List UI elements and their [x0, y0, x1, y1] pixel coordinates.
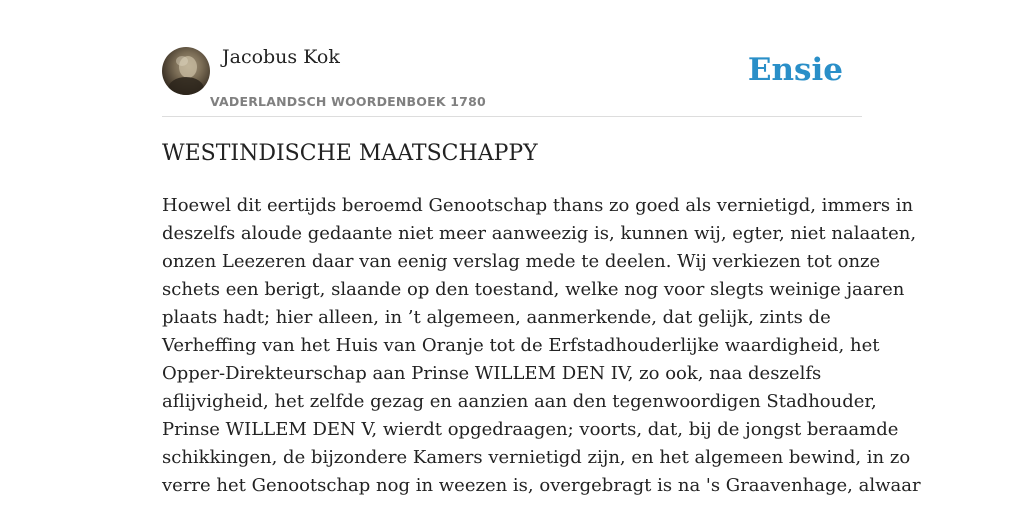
- body-line: Verheffing van het Huis van Oranje tot de Erfstadhouderlijke waardigheid, het: [162, 335, 880, 356]
- body-line: schets een berigt, slaande op den toestand, welke nog voor slegts weinige jaaren: [162, 279, 905, 300]
- body-line: verre het Genootschap nog in weezen is, overgebragt is na 's Graavenhage, alwaar: [162, 475, 921, 496]
- body-line: schikkingen, de bijzondere Kamers vernietigd zijn, en het algemeen bewind, in zo: [162, 447, 911, 468]
- body-line: Opper-Direkteurschap aan Prinse WILLEM DEN IV, zo ook, naa deszelfs: [162, 363, 822, 384]
- body-line: plaats hadt; hier alleen, in ’t algemeen, aanmerkende, dat gelijk, zints de: [162, 307, 831, 328]
- body-line: onzen Leezeren daar van eenig verslag mede te deelen. Wij verkiezen tot onze: [162, 251, 881, 272]
- author-avatar[interactable]: [162, 47, 210, 95]
- body-line: Prinse WILLEM DEN V, wierdt opgedraagen; voorts, dat, bij de jongst beraamde: [162, 419, 899, 440]
- body-line: Hoewel dit eertijds beroemd Genootschap thans zo goed als vernietigd, immers in: [162, 195, 914, 216]
- header: [162, 46, 862, 117]
- source-label[interactable]: VADERLANDSCH WOORDENBOEK 1780: [210, 94, 486, 109]
- body-line: aflijvigheid, het zelfde gezag en aanzien aan den tegenwoordigen Stadhouder,: [162, 391, 877, 412]
- body-line: deszelfs aloude gedaante niet meer aanweezig is, kunnen wij, egter, niet nalaaten,: [162, 223, 917, 244]
- author-name[interactable]: Jacobus Kok: [222, 46, 340, 68]
- ensie-logo[interactable]: Ensie: [747, 52, 843, 88]
- article-body: [162, 192, 921, 500]
- portrait-icon: [162, 47, 210, 95]
- article-title: WESTINDISCHE MAATSCHAPPY: [162, 141, 538, 166]
